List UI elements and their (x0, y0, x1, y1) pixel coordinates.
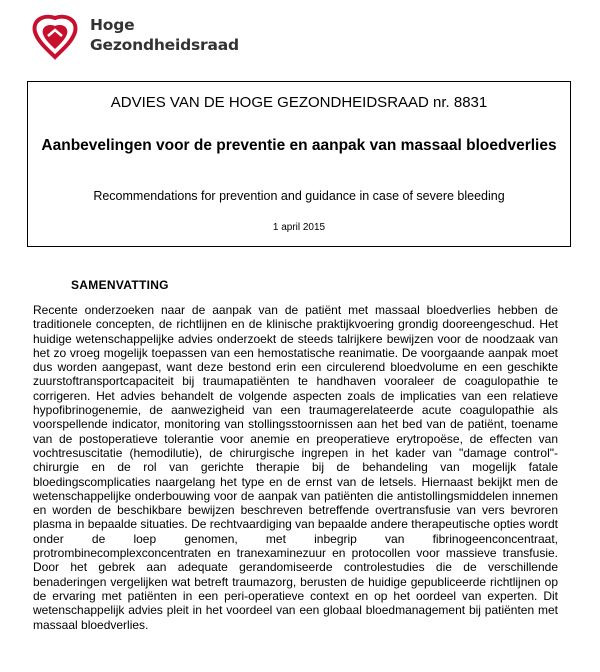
advice-date: 1 april 2015 (272, 222, 326, 233)
english-title: Recommendations for prevention and guidance in case of severe bleeding (93, 189, 505, 203)
summary-text: Recente onderzoeken naar de aanpak van de patiënt met massaal bloedverlies hebben de traditionele concepten, de richtlijnen en de klinische praktijkvoering grondig dooreengeschud. Het huidige wetenschappelijke advies onderzoekt de steeds talrijkere bewijzen voor de noodzaak van het zo vroeg mogelijk toepassen van een hemostatische reanimatie. De voorgaande aanpak moet dus worden aangepast, want deze bestond erin een circulerend bloedvolume en een geschikte zuurstoftransportcapaciteit bij traumapatiënten te handhaven vooraleer de coagulopathie te corrigeren. Het advies behandelt de volgende aspecten zoals de implicaties van een relatieve hypofibrinogenemie, de aanwezigheid van een traumagerelateerde acute coagulopathie als voorspellende indicator, monitoring van stollingsstoornissen aan het bed van de patiënt, toename van de postoperatieve tolerantie voor anemie en preoperatieve erytropoëse, de effecten van vochtresuscitatie (hemodilutie), de chirurgische ingrepen in het kader van "damage control"-chirurgie en de rol van gerichte therapie bij de behandeling van mogelijk fatale bloedingscomplicaties naargelang het type en de ernst van de letsels. Hiernaast bekijkt men de wetenschappelijke onderbouwing voor de aanpak van patiënten die antistollingsmiddelen innemen en worden de beschikbare bewijzen beschreven betreffende overtransfusie van vers bevroren plasma in bepaalde situaties. De rechtvaardiging van bepaalde andere therapeutische opties wordt onder de loep genomen, met inbegrip van fibrinogeenconcentraat, protrombinecomplexconcentraten en tranexaminezuur en protocollen voor massieve transfusie. Door het gebrek aan adequate gerandomiseerde controlestudies die de verschillende benaderingen vergelijken wat betreft traumazorg, berusten de huidige gepubliceerde richtlijnen op de ervaring met patiënten in een peri-operatieve context en op het oordeel van experten. Dit wetenschappelijk advies pleit in het voordeel van een globaal bloedmanagement bij patiënten met massaal bloedverlies. (33, 303, 559, 632)
advice-title: ADVIES VAN DE HOGE GEZONDHEIDSRAAD nr. 8831 (110, 94, 488, 111)
logo (30, 10, 239, 60)
section-heading: SAMENVATTING (71, 278, 169, 292)
advice-subtitle: Aanbevelingen voor de preventie en aanpak van massaal bloedverlies (41, 137, 557, 154)
logo-line-2: Gezondheidsraad (90, 36, 239, 54)
logo-emblem-icon (30, 10, 80, 60)
logo-line-1: Hoge (90, 16, 135, 34)
logo-wordmark (90, 15, 239, 55)
title-box (27, 81, 571, 247)
